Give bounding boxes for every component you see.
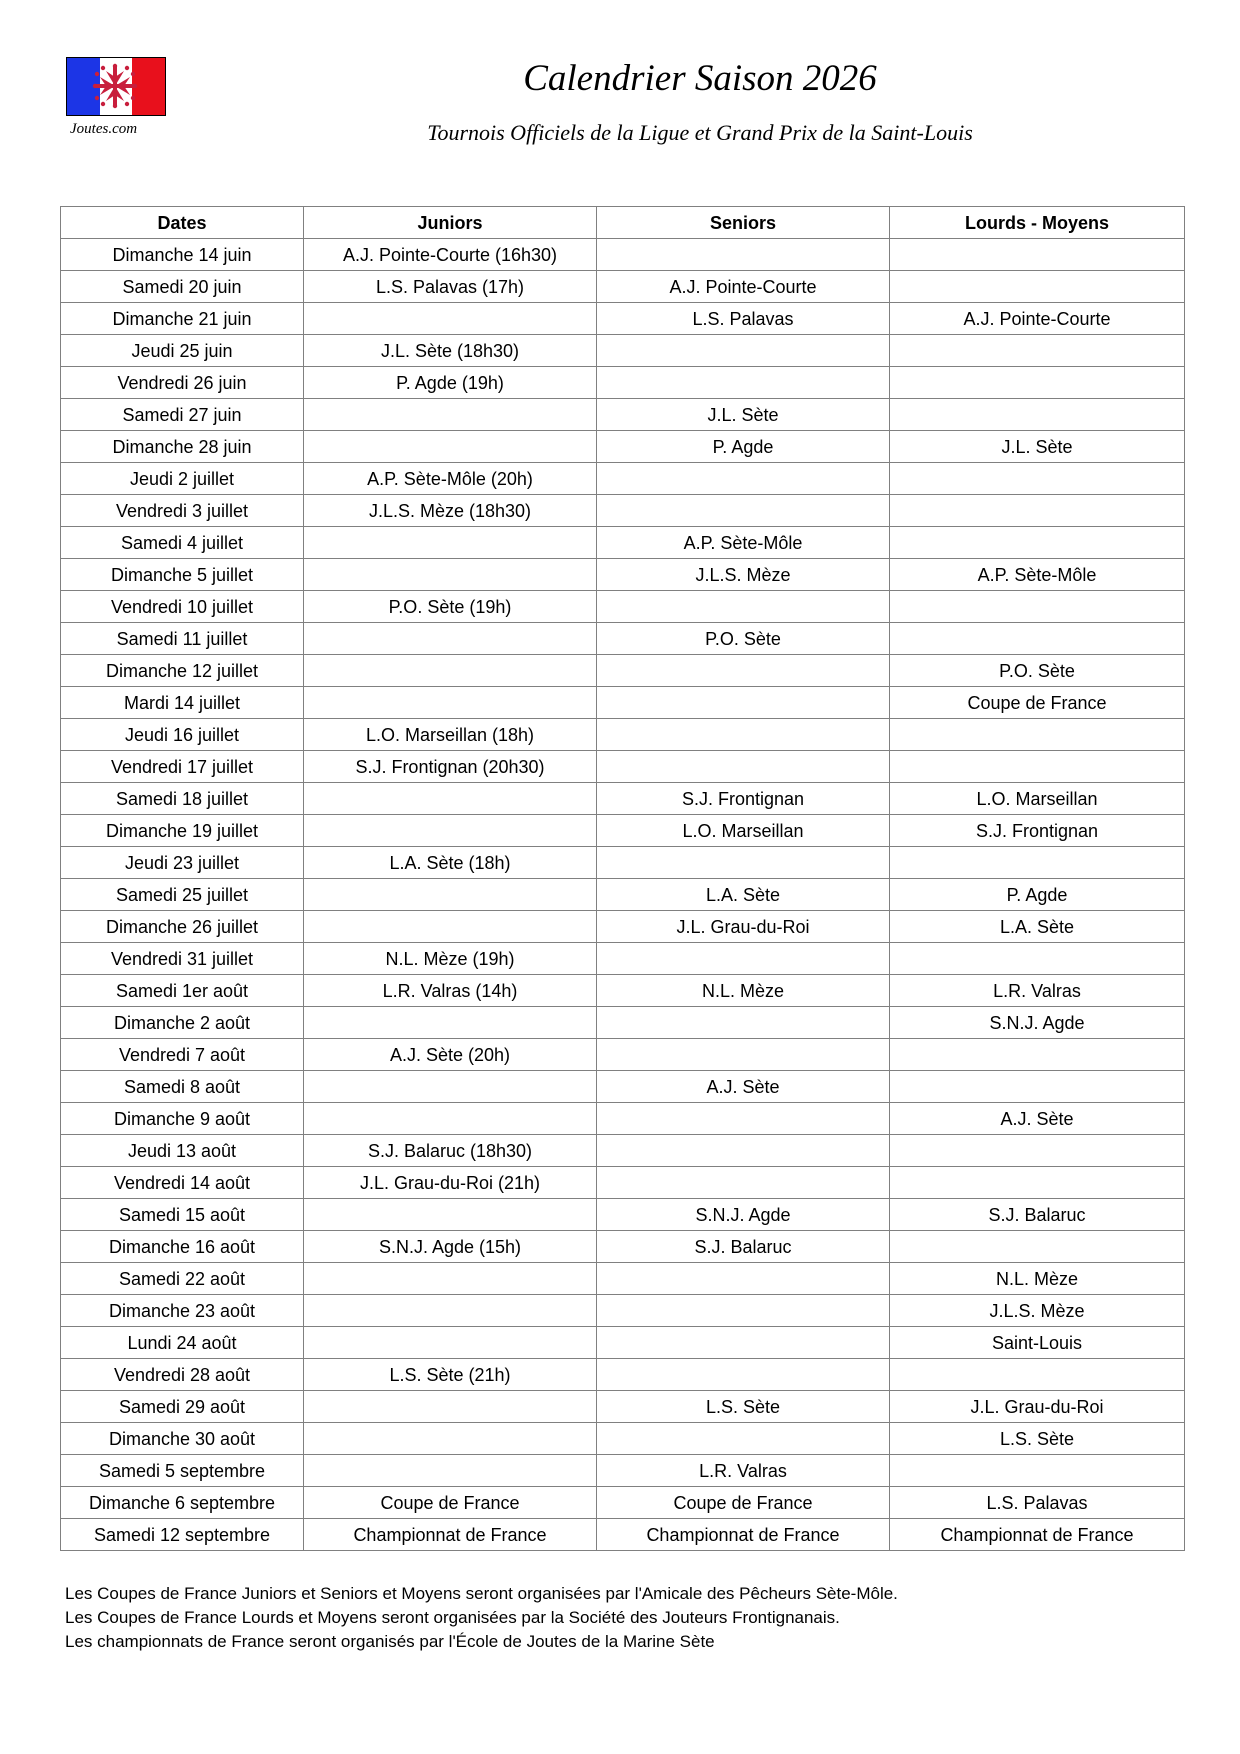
- cell-lourds-moyens: [890, 399, 1185, 431]
- cell-lourds-moyens: Saint-Louis: [890, 1327, 1185, 1359]
- table-row: [61, 1455, 1185, 1487]
- table-row: [61, 911, 1185, 943]
- cell-date: Vendredi 26 juin: [61, 367, 304, 399]
- cell-juniors: [304, 527, 597, 559]
- cell-date: Lundi 24 août: [61, 1327, 304, 1359]
- footer-notes: [65, 1582, 898, 1654]
- cell-seniors: J.L. Grau-du-Roi: [597, 911, 890, 943]
- cell-lourds-moyens: L.O. Marseillan: [890, 783, 1185, 815]
- cell-date: Vendredi 31 juillet: [61, 943, 304, 975]
- cell-lourds-moyens: S.N.J. Agde: [890, 1007, 1185, 1039]
- table-row: [61, 431, 1185, 463]
- cell-juniors: A.P. Sète-Môle (20h): [304, 463, 597, 495]
- cell-lourds-moyens: A.P. Sète-Môle: [890, 559, 1185, 591]
- cell-juniors: L.O. Marseillan (18h): [304, 719, 597, 751]
- cell-date: Jeudi 13 août: [61, 1135, 304, 1167]
- cell-lourds-moyens: [890, 943, 1185, 975]
- schedule-table: [60, 206, 1185, 1551]
- cell-seniors: L.S. Sète: [597, 1391, 890, 1423]
- cell-date: Jeudi 16 juillet: [61, 719, 304, 751]
- cell-seniors: [597, 687, 890, 719]
- cell-lourds-moyens: N.L. Mèze: [890, 1263, 1185, 1295]
- cell-seniors: L.S. Palavas: [597, 303, 890, 335]
- cell-lourds-moyens: [890, 495, 1185, 527]
- cell-juniors: [304, 1103, 597, 1135]
- cell-seniors: [597, 943, 890, 975]
- cell-date: Dimanche 23 août: [61, 1295, 304, 1327]
- cell-lourds-moyens: P.O. Sète: [890, 655, 1185, 687]
- table-row: [61, 1071, 1185, 1103]
- cell-lourds-moyens: [890, 271, 1185, 303]
- table-row: [61, 623, 1185, 655]
- cell-seniors: J.L. Sète: [597, 399, 890, 431]
- cell-juniors: [304, 1423, 597, 1455]
- cell-lourds-moyens: J.L. Grau-du-Roi: [890, 1391, 1185, 1423]
- cell-date: Samedi 11 juillet: [61, 623, 304, 655]
- cell-lourds-moyens: L.A. Sète: [890, 911, 1185, 943]
- cell-juniors: [304, 303, 597, 335]
- cell-seniors: S.J. Balaruc: [597, 1231, 890, 1263]
- table-row: [61, 1359, 1185, 1391]
- cell-date: Jeudi 2 juillet: [61, 463, 304, 495]
- cell-lourds-moyens: [890, 847, 1185, 879]
- cell-date: Dimanche 14 juin: [61, 239, 304, 271]
- table-row: [61, 303, 1185, 335]
- cell-date: Vendredi 17 juillet: [61, 751, 304, 783]
- cell-lourds-moyens: [890, 1231, 1185, 1263]
- cell-lourds-moyens: L.S. Sète: [890, 1423, 1185, 1455]
- cell-date: Dimanche 21 juin: [61, 303, 304, 335]
- cell-juniors: J.L. Grau-du-Roi (21h): [304, 1167, 597, 1199]
- cell-date: Samedi 1er août: [61, 975, 304, 1007]
- cell-date: Samedi 29 août: [61, 1391, 304, 1423]
- table-row: [61, 367, 1185, 399]
- cell-seniors: P. Agde: [597, 431, 890, 463]
- cell-lourds-moyens: [890, 591, 1185, 623]
- table-row: [61, 975, 1185, 1007]
- cell-juniors: [304, 1295, 597, 1327]
- cell-lourds-moyens: L.R. Valras: [890, 975, 1185, 1007]
- cell-juniors: [304, 1007, 597, 1039]
- cell-date: Dimanche 5 juillet: [61, 559, 304, 591]
- cell-juniors: [304, 911, 597, 943]
- table-row: [61, 1487, 1185, 1519]
- cell-juniors: [304, 1391, 597, 1423]
- cell-lourds-moyens: [890, 1359, 1185, 1391]
- cell-seniors: A.J. Pointe-Courte: [597, 271, 890, 303]
- cell-juniors: J.L.S. Mèze (18h30): [304, 495, 597, 527]
- cell-date: Mardi 14 juillet: [61, 687, 304, 719]
- cell-date: Samedi 22 août: [61, 1263, 304, 1295]
- cell-date: Vendredi 10 juillet: [61, 591, 304, 623]
- header-seniors: Seniors: [597, 207, 890, 239]
- cell-juniors: S.J. Frontignan (20h30): [304, 751, 597, 783]
- cell-seniors: [597, 1039, 890, 1071]
- cell-seniors: A.J. Sète: [597, 1071, 890, 1103]
- cell-lourds-moyens: [890, 623, 1185, 655]
- table-row: [61, 1167, 1185, 1199]
- table-row: [61, 495, 1185, 527]
- cell-seniors: S.N.J. Agde: [597, 1199, 890, 1231]
- cell-seniors: [597, 1135, 890, 1167]
- table-row: [61, 1263, 1185, 1295]
- cell-juniors: A.J. Pointe-Courte (16h30): [304, 239, 597, 271]
- cell-seniors: [597, 847, 890, 879]
- cell-seniors: L.O. Marseillan: [597, 815, 890, 847]
- cell-date: Vendredi 7 août: [61, 1039, 304, 1071]
- cell-seniors: Coupe de France: [597, 1487, 890, 1519]
- cell-juniors: [304, 1455, 597, 1487]
- cell-date: Vendredi 14 août: [61, 1167, 304, 1199]
- cell-lourds-moyens: [890, 1167, 1185, 1199]
- header-juniors: Juniors: [304, 207, 597, 239]
- cell-date: Samedi 4 juillet: [61, 527, 304, 559]
- cell-lourds-moyens: [890, 751, 1185, 783]
- table-row: [61, 271, 1185, 303]
- logo: [66, 57, 166, 137]
- cell-seniors: [597, 1167, 890, 1199]
- table-row: [61, 1391, 1185, 1423]
- table-row: [61, 335, 1185, 367]
- cell-date: Dimanche 12 juillet: [61, 655, 304, 687]
- note-line: Les championnats de France seront organisés par l'École de Joutes de la Marine Sète: [65, 1632, 715, 1651]
- cell-seniors: [597, 1007, 890, 1039]
- note-line: Les Coupes de France Juniors et Seniors et Moyens seront organisées par l'Amicale des Pêcheurs Sète-Môle.: [65, 1584, 898, 1603]
- cell-lourds-moyens: [890, 367, 1185, 399]
- cell-date: Dimanche 9 août: [61, 1103, 304, 1135]
- cell-date: Dimanche 16 août: [61, 1231, 304, 1263]
- cell-lourds-moyens: [890, 1039, 1185, 1071]
- cell-juniors: S.J. Balaruc (18h30): [304, 1135, 597, 1167]
- cell-juniors: L.S. Sète (21h): [304, 1359, 597, 1391]
- table-row: [61, 559, 1185, 591]
- cell-seniors: P.O. Sète: [597, 623, 890, 655]
- cell-date: Vendredi 28 août: [61, 1359, 304, 1391]
- cell-seniors: N.L. Mèze: [597, 975, 890, 1007]
- cell-date: Samedi 5 septembre: [61, 1455, 304, 1487]
- cell-seniors: [597, 367, 890, 399]
- cell-date: Samedi 25 juillet: [61, 879, 304, 911]
- cell-lourds-moyens: Coupe de France: [890, 687, 1185, 719]
- cell-seniors: [597, 1359, 890, 1391]
- cell-date: Dimanche 26 juillet: [61, 911, 304, 943]
- cell-date: Jeudi 23 juillet: [61, 847, 304, 879]
- table-row: [61, 687, 1185, 719]
- cell-juniors: [304, 1071, 597, 1103]
- cell-lourds-moyens: L.S. Palavas: [890, 1487, 1185, 1519]
- cell-date: Dimanche 2 août: [61, 1007, 304, 1039]
- cell-seniors: A.P. Sète-Môle: [597, 527, 890, 559]
- cell-juniors: [304, 783, 597, 815]
- cell-date: Samedi 20 juin: [61, 271, 304, 303]
- cell-date: Samedi 15 août: [61, 1199, 304, 1231]
- cell-juniors: [304, 655, 597, 687]
- cell-date: Samedi 18 juillet: [61, 783, 304, 815]
- table-row: [61, 1103, 1185, 1135]
- table-row: [61, 655, 1185, 687]
- table-row: [61, 1519, 1185, 1551]
- cell-date: Jeudi 25 juin: [61, 335, 304, 367]
- cell-date: Samedi 12 septembre: [61, 1519, 304, 1551]
- cell-lourds-moyens: [890, 463, 1185, 495]
- cell-lourds-moyens: Championnat de France: [890, 1519, 1185, 1551]
- schedule-body: [61, 239, 1185, 1551]
- logo-text: Joutes.com: [70, 121, 138, 137]
- cell-seniors: [597, 655, 890, 687]
- cell-juniors: [304, 1199, 597, 1231]
- table-row: [61, 239, 1185, 271]
- cell-date: Vendredi 3 juillet: [61, 495, 304, 527]
- table-row: [61, 1231, 1185, 1263]
- table-row: [61, 719, 1185, 751]
- cell-lourds-moyens: [890, 527, 1185, 559]
- cell-date: Dimanche 30 août: [61, 1423, 304, 1455]
- cell-seniors: [597, 1327, 890, 1359]
- cell-date: Samedi 8 août: [61, 1071, 304, 1103]
- cell-seniors: [597, 1103, 890, 1135]
- cell-date: Dimanche 6 septembre: [61, 1487, 304, 1519]
- cell-lourds-moyens: J.L. Sète: [890, 431, 1185, 463]
- cell-date: Dimanche 19 juillet: [61, 815, 304, 847]
- note-line: Les Coupes de France Lourds et Moyens seront organisées par la Société des Jouteurs Frontignanais.: [65, 1608, 840, 1627]
- table-row: [61, 1327, 1185, 1359]
- cell-seniors: [597, 751, 890, 783]
- cell-lourds-moyens: A.J. Pointe-Courte: [890, 303, 1185, 335]
- cell-juniors: [304, 687, 597, 719]
- cell-seniors: [597, 463, 890, 495]
- header-lourds-moyens: Lourds - Moyens: [890, 207, 1185, 239]
- cell-seniors: [597, 719, 890, 751]
- page-subtitle: Tournois Officiels de la Ligue et Grand Prix de la Saint-Louis: [427, 120, 973, 145]
- table-row: [61, 399, 1185, 431]
- table-row: [61, 783, 1185, 815]
- table-row: [61, 751, 1185, 783]
- cell-juniors: Coupe de France: [304, 1487, 597, 1519]
- table-row: [61, 847, 1185, 879]
- cell-juniors: [304, 879, 597, 911]
- table-row: [61, 879, 1185, 911]
- cell-juniors: [304, 1327, 597, 1359]
- cell-date: Dimanche 28 juin: [61, 431, 304, 463]
- cell-juniors: A.J. Sète (20h): [304, 1039, 597, 1071]
- table-row: [61, 1135, 1185, 1167]
- cell-juniors: P.O. Sète (19h): [304, 591, 597, 623]
- table-header-row: [61, 207, 1185, 239]
- cell-lourds-moyens: S.J. Balaruc: [890, 1199, 1185, 1231]
- page-title: Calendrier Saison 2026: [523, 58, 877, 99]
- cell-seniors: J.L.S. Mèze: [597, 559, 890, 591]
- cell-juniors: L.R. Valras (14h): [304, 975, 597, 1007]
- cell-seniors: S.J. Frontignan: [597, 783, 890, 815]
- header-dates: Dates: [61, 207, 304, 239]
- cell-lourds-moyens: P. Agde: [890, 879, 1185, 911]
- cell-juniors: N.L. Mèze (19h): [304, 943, 597, 975]
- table-row: [61, 815, 1185, 847]
- cell-juniors: [304, 431, 597, 463]
- table-row: [61, 1295, 1185, 1327]
- table-row: [61, 1199, 1185, 1231]
- cell-seniors: [597, 335, 890, 367]
- table-row: [61, 1039, 1185, 1071]
- table-row: [61, 527, 1185, 559]
- cell-lourds-moyens: [890, 1071, 1185, 1103]
- cell-seniors: [597, 495, 890, 527]
- cell-lourds-moyens: [890, 1455, 1185, 1487]
- cell-juniors: [304, 559, 597, 591]
- cell-juniors: [304, 815, 597, 847]
- cell-lourds-moyens: A.J. Sète: [890, 1103, 1185, 1135]
- cell-juniors: [304, 623, 597, 655]
- cell-juniors: J.L. Sète (18h30): [304, 335, 597, 367]
- table-row: [61, 1007, 1185, 1039]
- cell-juniors: L.S. Palavas (17h): [304, 271, 597, 303]
- cell-lourds-moyens: [890, 335, 1185, 367]
- cell-seniors: Championnat de France: [597, 1519, 890, 1551]
- cell-date: Samedi 27 juin: [61, 399, 304, 431]
- cell-seniors: L.R. Valras: [597, 1455, 890, 1487]
- cell-seniors: [597, 1423, 890, 1455]
- cell-lourds-moyens: S.J. Frontignan: [890, 815, 1185, 847]
- cell-lourds-moyens: [890, 1135, 1185, 1167]
- cell-juniors: L.A. Sète (18h): [304, 847, 597, 879]
- cell-juniors: S.N.J. Agde (15h): [304, 1231, 597, 1263]
- table-row: [61, 463, 1185, 495]
- cell-lourds-moyens: [890, 239, 1185, 271]
- cell-seniors: [597, 591, 890, 623]
- cell-juniors: [304, 1263, 597, 1295]
- cell-seniors: [597, 1295, 890, 1327]
- cell-seniors: [597, 239, 890, 271]
- cell-seniors: [597, 1263, 890, 1295]
- cell-juniors: [304, 399, 597, 431]
- table-row: [61, 1423, 1185, 1455]
- occitan-cross-icon: [92, 63, 138, 109]
- table-row: [61, 943, 1185, 975]
- cell-juniors: Championnat de France: [304, 1519, 597, 1551]
- cell-juniors: P. Agde (19h): [304, 367, 597, 399]
- cell-lourds-moyens: J.L.S. Mèze: [890, 1295, 1185, 1327]
- cell-lourds-moyens: [890, 719, 1185, 751]
- table-row: [61, 591, 1185, 623]
- cell-seniors: L.A. Sète: [597, 879, 890, 911]
